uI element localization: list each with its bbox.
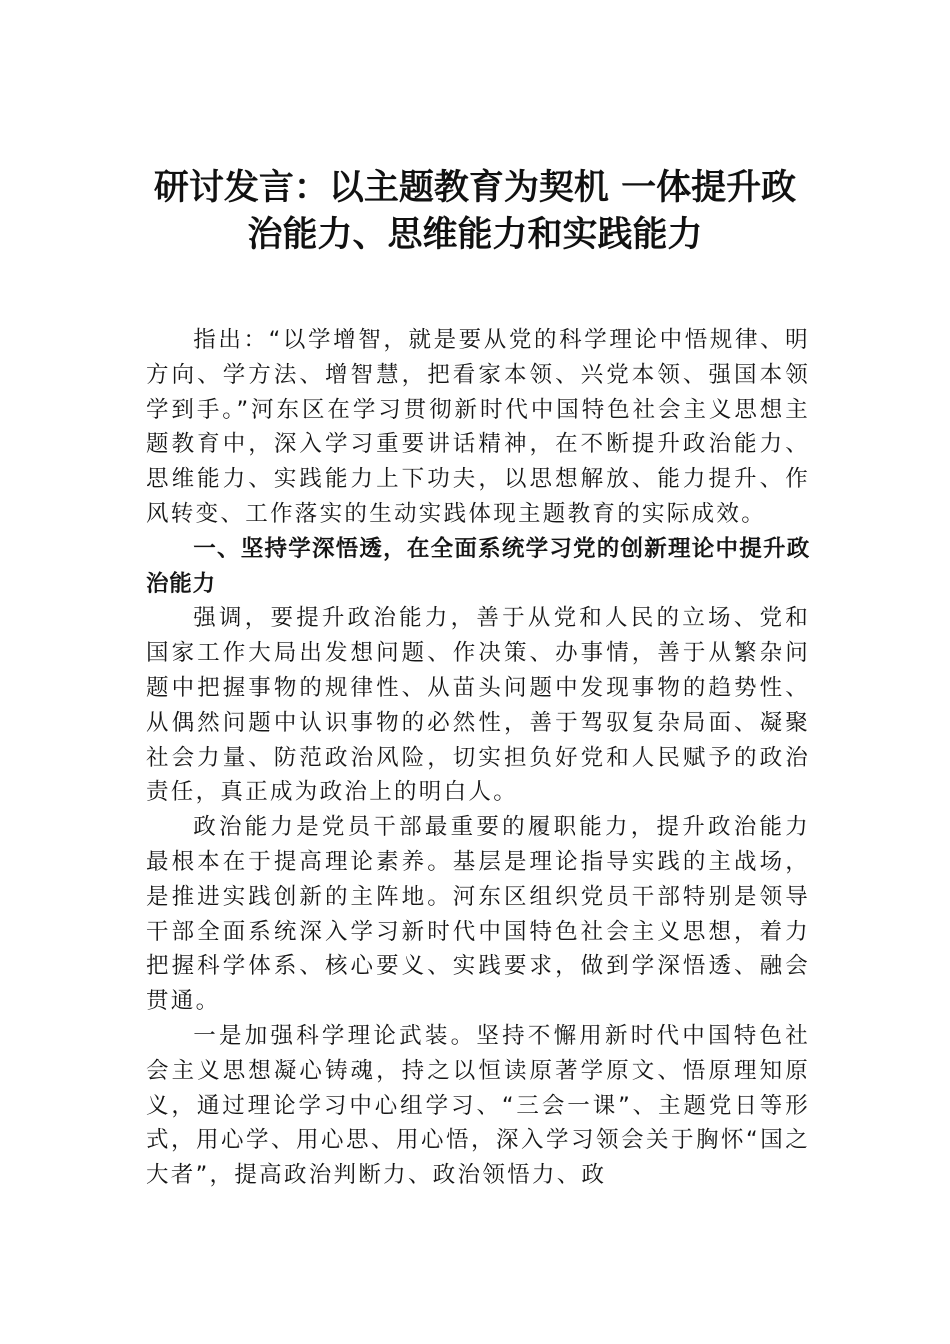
- paragraph-intro: 指出：“以学增智，就是要从党的科学理论中悟规律、明方向、学方法、增智慧，把看家本领、兴党本领、强国本领学到手。”河东区在学习贯彻新时代中国特色社会主义思想主题教育中，深入学习重要讲话精神，在不断提升政治能力、思维能力、实践能力上下功夫，以思想解放、能力提升、作风转变、工作落实的生动实践体现主题教育的实际成效。: [146, 327, 810, 527]
- document-title-line-2: 治能力、思维能力和实践能力: [247, 214, 703, 255]
- paragraph-theory: 政治能力是党员干部最重要的履职能力，提升政治能力最根本在于提高理论素养。基层是理论指导实践的主战场，是推进实践创新的主阵地。河东区组织党员干部特别是领导干部全面系统深入学习新时代中国特色社会主义思想，着力把握科学体系、核心要义、实践要求，做到学深悟透、融会贯通。: [146, 814, 810, 1015]
- paragraph-political-ability: 强调，要提升政治能力，善于从党和人民的立场、党和国家工作大局出发想问题、作决策、办事情，善于从繁杂问题中把握事物的规律性、从苗头问题中发现事物的趋势性、从偶然问题中认识事物的必然性，善于驾驭复杂局面、凝聚社会力量、防范政治风险，切实担负好党和人民赋予的政治责任，真正成为政治上的明白人。: [146, 605, 810, 806]
- section-heading-1: 一、坚持学深悟透，在全面系统学习党的创新理论中提升政治能力: [146, 535, 810, 597]
- paragraph-point-1: 一是加强科学理论武装。坚持不懈用新时代中国特色社会主义思想凝心铸魂，持之以恒读原著学原文、悟原理知原义，通过理论学习中心组学习、“三会一课”、主题党日等形式，用心学、用心思、用心悟，深入学习领会关于胸怀“国之大者”，提高政治判断力、政治领悟力、政: [146, 1022, 810, 1189]
- document-title-line-1: 研讨发言：以主题教育为契机 一体提升政: [153, 167, 797, 208]
- document-body: [146, 323, 810, 1193]
